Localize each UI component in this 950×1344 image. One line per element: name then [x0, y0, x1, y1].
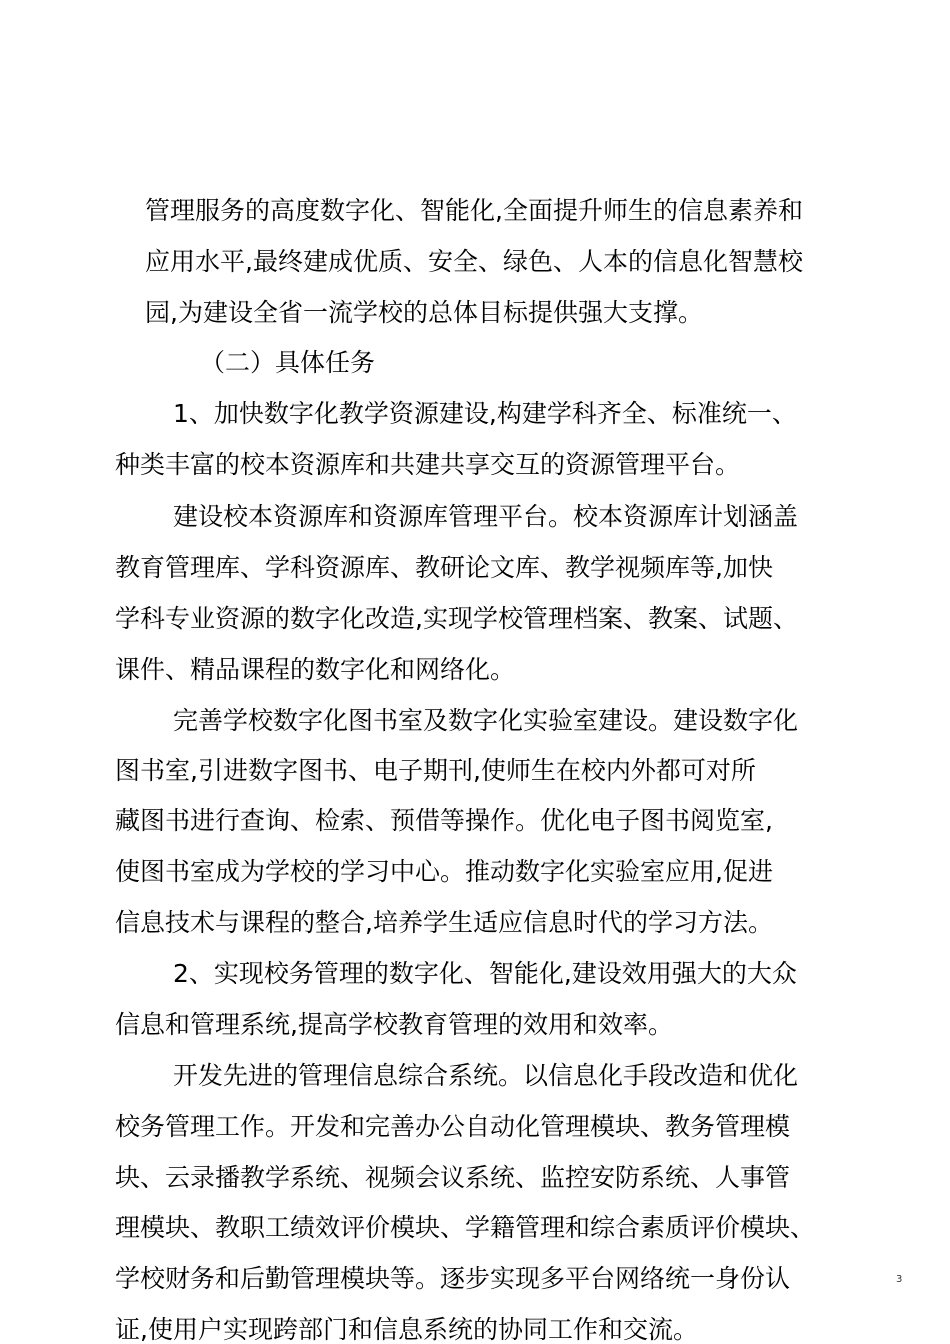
text-line: 完善学校数字化图书室及数字化实验室建设。建设数字化	[173, 706, 799, 735]
text-line: 图书室,引进数字图书、电子期刊,使师生在校内外都可对所	[115, 756, 756, 785]
text-line: 园,为建设全省一流学校的总体目标提供强大支撑。	[145, 298, 703, 327]
text-line: 教育管理库、学科资源库、教研论文库、教学视频库等,加快	[115, 553, 773, 582]
text-line: 校务管理工作。开发和完善办公自动化管理模块、教务管理模	[115, 1112, 791, 1141]
text-line: 使图书室成为学校的学习中心。推动数字化实验室应用,促进	[115, 857, 773, 886]
text-line: 建设校本资源库和资源库管理平台。校本资源库计划涵盖	[173, 502, 799, 531]
text-line: 课件、精品课程的数字化和网络化。	[115, 655, 516, 684]
text-line: 管理服务的高度数字化、智能化,全面提升师生的信息素养和	[145, 196, 803, 225]
text-line: 藏图书进行查询、检索、预借等操作。优化电子图书阅览室,	[115, 806, 773, 835]
text-line: 学科专业资源的数字化改造,实现学校管理档案、教案、试题、	[115, 604, 798, 633]
text-line: 证,使用户实现跨部门和信息系统的协同工作和交流。	[115, 1315, 698, 1344]
text-line: 种类丰富的校本资源库和共建共享交互的资源管理平台。	[115, 450, 741, 479]
text-line: 学校财务和后勤管理模块等。逐步实现多平台网络统一身份认	[115, 1264, 791, 1293]
text-line: 应用水平,最终建成优质、安全、绿色、人本的信息化智慧校	[145, 247, 803, 276]
text-line: 2、实现校务管理的数字化、智能化,建设效用强大的大众	[173, 959, 797, 988]
text-line: 信息和管理系统,提高学校教育管理的效用和效率。	[115, 1010, 673, 1039]
text-line: 块、云录播教学系统、视频会议系统、监控安防系统、人事管	[115, 1163, 791, 1192]
text-line: 信息技术与课程的整合,培养学生适应信息时代的学习方法。	[115, 908, 773, 937]
text-line: 1、加快数字化教学资源建设,构建学科齐全、标准统一、	[173, 399, 797, 428]
text-line: 理模块、教职工绩效评价模块、学籍管理和综合素质评价模块、	[115, 1213, 816, 1242]
section-heading: （二）具体任务	[200, 348, 376, 377]
page-number: 3	[896, 1274, 903, 1285]
text-line: 开发先进的管理信息综合系统。以信息化手段改造和优化	[173, 1061, 799, 1090]
